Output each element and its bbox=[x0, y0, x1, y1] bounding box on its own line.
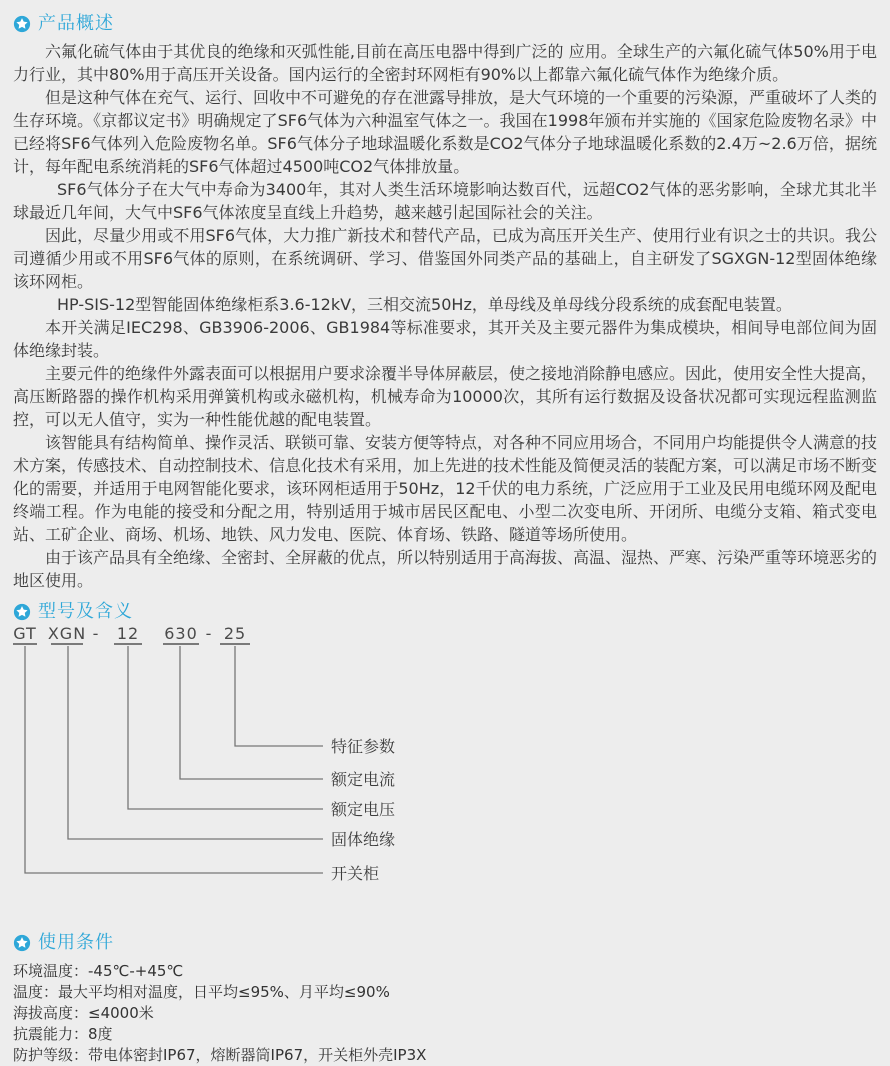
condition-item-seismic: 抗震能力：8度 bbox=[13, 1025, 113, 1043]
model-code-param: 25 bbox=[223, 624, 247, 643]
paragraph: SF6气体分子在大气中寿命为3400年，其对人类生活环境影响达数百代，远超CO2气体的恶劣影响，全球尤其北半球最近几年间，大气中SF6气体浓度呈直线上升趋势，越来越引起国际社会的关注。 bbox=[13, 180, 877, 222]
diagram-label-param: 特征参数 bbox=[331, 737, 396, 756]
star-circle-icon bbox=[13, 15, 31, 33]
model-section-title: 型号及含义 bbox=[38, 601, 133, 622]
conditions-list bbox=[13, 961, 877, 1066]
overview-section-title: 产品概述 bbox=[38, 13, 114, 34]
conditions-section-title: 使用条件 bbox=[38, 932, 114, 953]
condition-item-humidity: 温度：最大平均相对温度，日平均≤95%、月平均≤90% bbox=[13, 983, 390, 1001]
paragraph: 因此，尽量少用或不用SF6气体，大力推广新技术和替代产品，已成为高压开关生产、使用行业有识之士的共识。我公司遵循少用或不用SF6气体的原则，在系统调研、学习、借鉴国外同类产品的基础上，自主研发了SGXGN-12型固体绝缘该环网柜。 bbox=[13, 226, 877, 291]
conditions-section-header bbox=[13, 931, 890, 955]
model-code-current: 630 bbox=[164, 624, 198, 643]
connector-current bbox=[180, 646, 323, 779]
diagram-label-insulation: 固体绝缘 bbox=[331, 830, 396, 849]
model-code-gt: GT bbox=[13, 624, 37, 643]
model-code-dash: - bbox=[92, 624, 100, 643]
star-circle-icon bbox=[13, 603, 31, 621]
paragraph: HP-SIS-12型智能固体绝缘柜系3.6-12kV，三相交流50Hz，单母线及单母线分段系统的成套配电装置。 bbox=[57, 295, 792, 314]
model-code-dash: - bbox=[205, 624, 213, 643]
overview-paragraphs bbox=[0, 40, 890, 592]
connector-insulation bbox=[68, 646, 323, 839]
paragraph: 该智能具有结构简单、操作灵活、联锁可靠、安装方便等特点，对各种不同应用场合，不同用户均能提供令人满意的技术方案，传感技术、自动控制技术、信息化技术有采用，加上先进的技术性能及简便灵活的装配方案，可以满足市场不断变化的需要，并适用于电网智能化要求，该环网柜适用于50Hz，12千伏的电力系统，广泛应用于工业及民用电缆环网及配电终端工程。作为电能的接受和分配之用，特别适用于城市居民区配电、小型二次变电所、开闭所、电缆分支箱、箱式变电站、工矿企业、商场、机场、地铁、风力发电、医院、体育场、铁路、隧道等场所使用。 bbox=[13, 433, 878, 544]
condition-item-ambient-temperature: 环境温度：-45℃-+45℃ bbox=[13, 962, 184, 980]
diagram-label-voltage: 额定电压 bbox=[331, 800, 396, 819]
connector-voltage bbox=[128, 646, 323, 809]
condition-item-altitude: 海拔高度：≤4000米 bbox=[13, 1004, 154, 1022]
star-circle-icon bbox=[13, 934, 31, 952]
paragraph: 主要元件的绝缘件外露表面可以根据用户要求涂覆半导体屏蔽层，使之接地消除静电感应。因此，使用安全性大提高，高压断路器的操作机构采用弹簧机构或永磁机构，机械寿命为10000次，其所有运行数据及设备状况都可实现远程监测监控，可以无人值守，实为一种性能优越的配电装置。 bbox=[13, 364, 878, 429]
paragraph: 本开关满足IEC298、GB3906-2006、GB1984等标准要求，其开关及主要元器件为集成模块，相间导电部位间为固体绝缘封装。 bbox=[13, 318, 877, 360]
model-code-voltage: 12 bbox=[116, 624, 140, 643]
paragraph: 由于该产品具有全绝缘、全密封、全屏蔽的优点，所以特别适用于高海拔、高温、湿热、严寒、污染严重等环境恶劣的地区使用。 bbox=[13, 548, 878, 590]
overview-section-header bbox=[13, 0, 890, 36]
model-code-diagram bbox=[0, 624, 890, 911]
model-section-header bbox=[13, 600, 890, 624]
model-code-xgn: XGN bbox=[47, 624, 87, 643]
condition-item-protection-rating: 防护等级：带电体密封IP67，熔断器筒IP67，开关柜外壳IP3X bbox=[13, 1046, 427, 1064]
diagram-label-current: 额定电流 bbox=[331, 770, 396, 789]
diagram-label-switchgear: 开关柜 bbox=[331, 864, 380, 883]
paragraph: 但是这种气体在充气、运行、回收中不可避免的存在泄露导排放，是大气环境的一个重要的污染源，严重破坏了人类的生存环境。《京都议定书》明确规定了SF6气体为六种温室气体之一。我国在1998年颁布并实施的《国家危险废物名录》中已经将SF6气体列入危险废物名单。SF6气体分子地球温暖化系数是CO2气体分子地球温暖化系数的2.4万~2.6万倍，据统计，每年配电系统消耗的SF6气体超过4500吨CO2气体排放量。 bbox=[13, 88, 878, 176]
connector-param bbox=[235, 646, 323, 746]
paragraph: 六氟化硫气体由于其优良的绝缘和灭弧性能,目前在高压电器中得到广泛的 应用。全球生产的六氟化硫气体50%用于电力行业，其中80%用于高压开关设备。国内运行的全密封环网柜有90%以上都靠六氟化硫气体作为绝缘介质。 bbox=[13, 42, 877, 84]
